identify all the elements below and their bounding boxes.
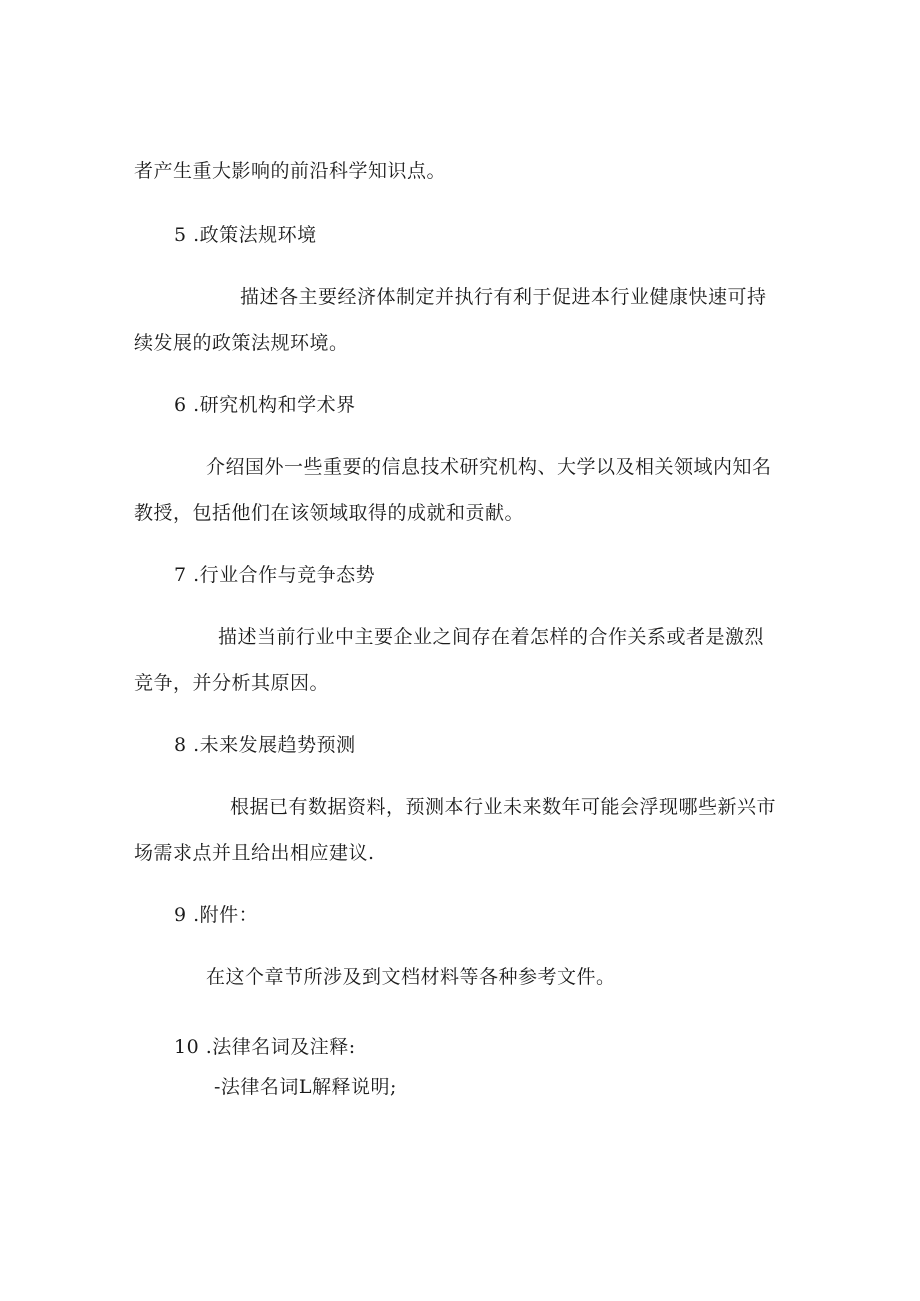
section-heading-10: 10 .法律名词及注释: <box>174 1036 356 1058</box>
section-5-body-line-1: 描述各主要经济体制定并执行有利于促进本行业健康快速可持 <box>240 286 767 308</box>
section-5-body-line-2: 续发展的政策法规环境。 <box>134 332 349 354</box>
section-7-body-line-1: 描述当前行业中主要企业之间存在着怎样的合作关系或者是激烈 <box>218 626 765 648</box>
section-heading-9: 9 .附件： <box>174 904 259 926</box>
section-8-body-line-2: 场需求点并且给出相应建议. <box>134 842 375 864</box>
section-10-list-item: -法律名词L解释说明; <box>214 1076 397 1098</box>
section-heading-7: 7 .行业合作与竞争态势 <box>174 564 376 586</box>
section-6-body-line-2: 教授，包括他们在该领域取得的成就和贡献。 <box>134 502 525 524</box>
section-heading-6: 6 .研究机构和学术界 <box>174 394 356 416</box>
section-9-body-line-1: 在这个章节所涉及到文档材料等各种参考文件。 <box>206 966 616 988</box>
section-heading-8: 8 .未来发展趋势预测 <box>174 734 356 756</box>
section-7-body-line-2: 竞争，并分析其原因。 <box>134 672 330 694</box>
section-8-body-line-1: 根据已有数据资料，预测本行业未来数年可能会浮现哪些新兴市 <box>230 796 777 818</box>
section-heading-5: 5 .政策法规环境 <box>174 224 317 246</box>
paragraph-continuation: 者产生重大影响的前沿科学知识点。 <box>134 160 447 182</box>
section-6-body-line-1: 介绍国外一些重要的信息技术研究机构、大学以及相关领域内知名 <box>206 456 772 478</box>
